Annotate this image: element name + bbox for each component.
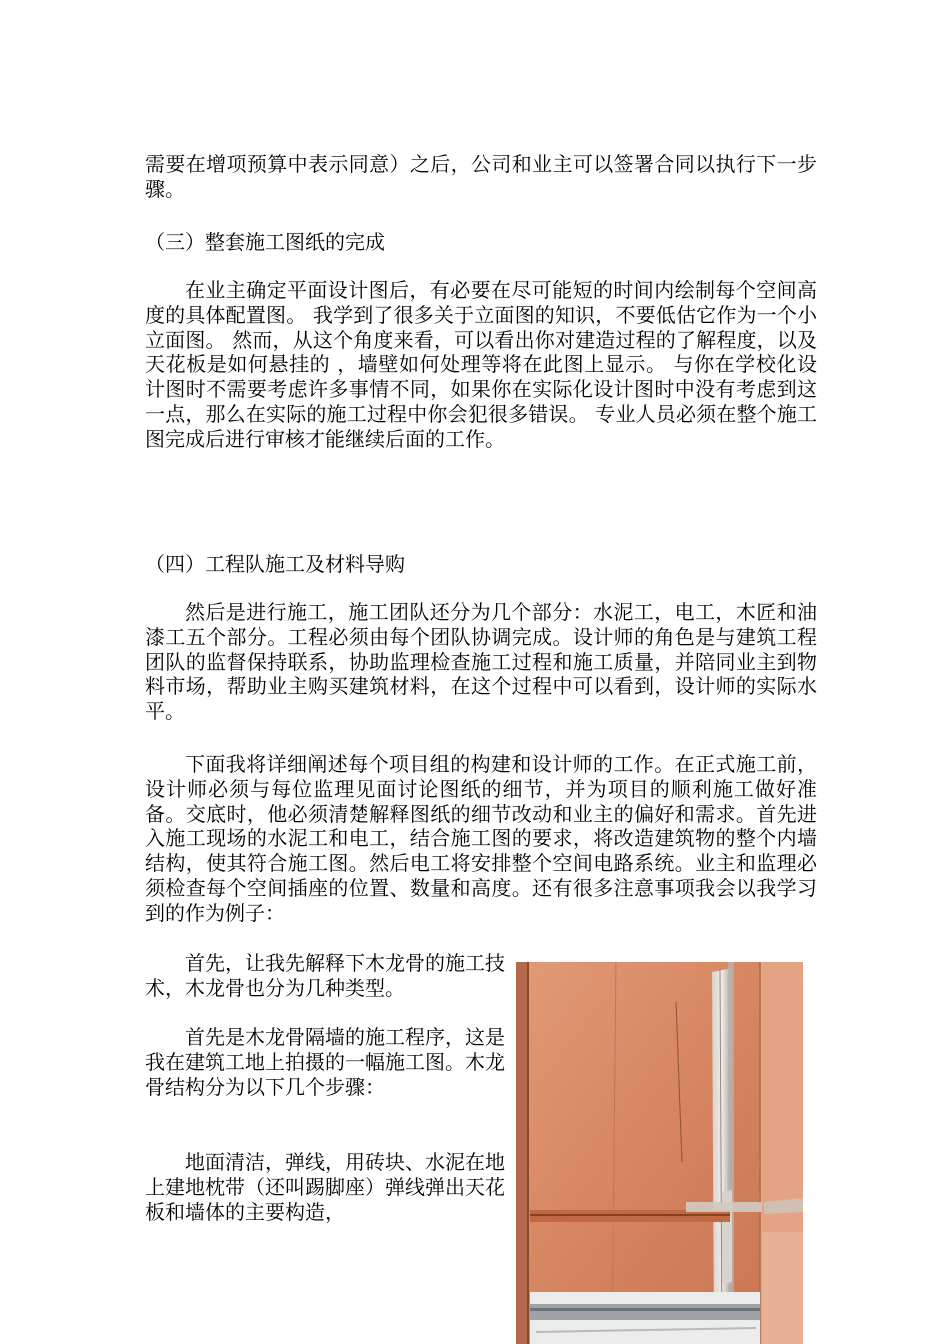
paragraph-construction-teams: 然后是进行施工，施工团队还分为几个部分：水泥工，电工，木匠和油漆工五个部分。工程必须由每个团队协调完成。设计师的角色是与建筑工程团队的监督保持联系，协助监理检查施工过程和施工质量，并陪同业主到物料市场，帮助业主购买建筑材料，在这个过程中可以看到，设计师的实际水平。 [145, 600, 817, 724]
left-wall-edge [516, 962, 528, 1344]
paragraph-project-groups: 下面我将详细阐述每个项目组的构建和设计师的工作。在正式施工前，设计师必须与每位监理见面讨论图纸的细节，并为项目的顺利施工做好准备。交底时，他必须清楚解释图纸的细节改动和业主的偏好和需求。首先进入施工现场的水泥工和电工，结合施工图的要求，将改造建筑物的整个内墙结构，使其符合施工图。然后电工将安排整个空间电路系统。业主和监理必须检查每个空间插座的位置、数量和高度。还有很多注意事项我会以我学习到的作为例子： [145, 752, 817, 925]
construction-site-photo [516, 962, 803, 1344]
paragraph-elevation-drawings: 在业主确定平面设计图后，有必要在尽可能短的时间内绘制每个空间高度的具体配置图。 我学到了很多关于立面图的知识，不要低估它作为一个小立面图。 然而，从这个角度来看，可以看出你对建造过程的了解程度，以及天花板是如何悬挂的 ，墙壁如何处理等将在此图上显示。 与你在学校化设计图时不需要考虑许多事情不同，如果你在实际化设计图时中没有考虑到这一点，那么在实际的施工过程中你会犯很多错误。 专业人员必须在整个施工图完成后进行审核才能继续后面的工作。 [145, 278, 817, 451]
construction-photo-drawing [516, 962, 803, 1344]
paragraph-wood-keel-partition: 首先是木龙骨隔墙的施工程序，这是我在建筑工地上拍摄的一幅施工图。木龙骨结构分为以下几个步骤： [145, 1025, 505, 1099]
section-heading-4: （四）工程队施工及材料导购 [145, 552, 405, 576]
section-heading-3: （三）整套施工图纸的完成 [145, 230, 385, 254]
floor-channel [530, 1304, 760, 1320]
paragraph-floor-cleaning: 地面清洁，弹线，用砖块、水泥在地上建地枕带（还叫踢脚座）弹线弹出天花板和墙体的主要构造， [145, 1150, 505, 1224]
paragraph-wood-keel-intro: 首先，让我先解释下木龙骨的施工技术，木龙骨也分为几种类型。 [145, 951, 505, 1000]
paragraph-contract: 需要在增项预算中表示同意）之后，公司和业主可以签署合同以执行下一步骤。 [145, 152, 817, 201]
